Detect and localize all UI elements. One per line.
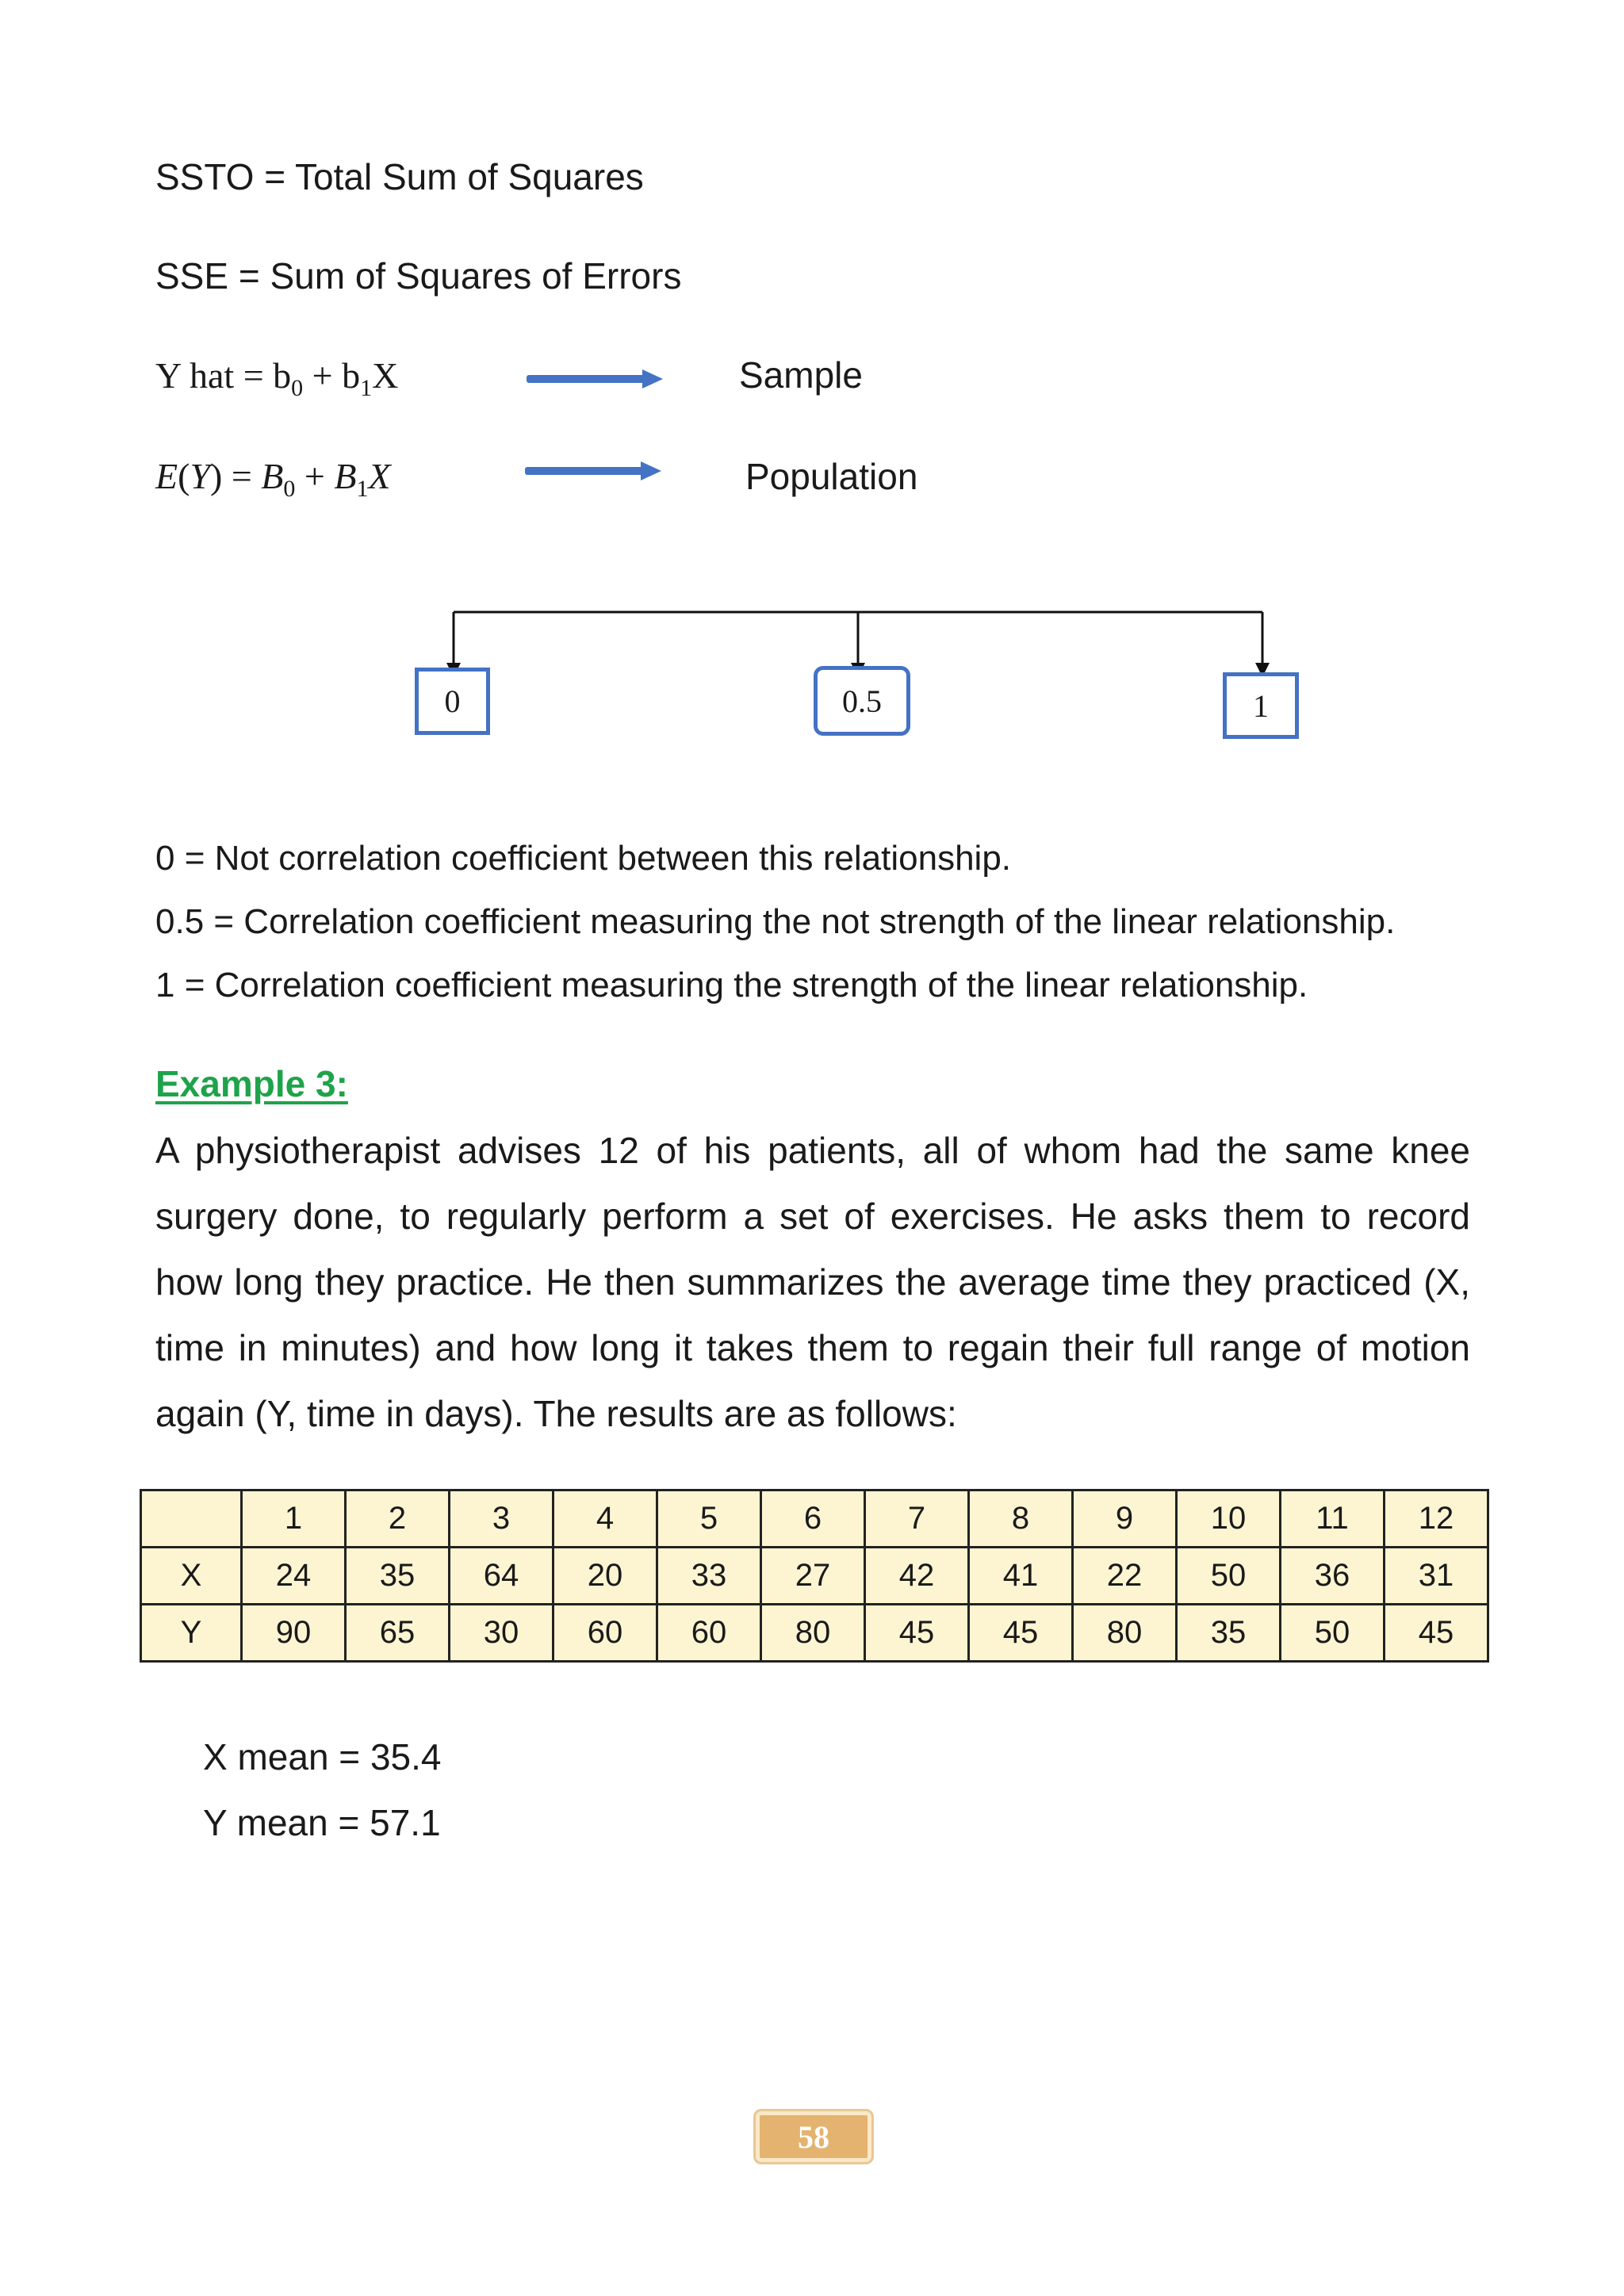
- table-cell: 65: [346, 1605, 450, 1662]
- population-arrow-icon: [522, 458, 665, 484]
- table-cell: 31: [1385, 1548, 1488, 1605]
- population-regression-equation: $E(Y) = B_0 + B_1X$: [155, 456, 391, 503]
- row-label-y: Y: [141, 1605, 242, 1662]
- table-cell: 50: [1281, 1605, 1385, 1662]
- column-header: 8: [969, 1490, 1073, 1548]
- note-half: 0.5 = Correlation coefficient measuring the not strength of the linear relationship.: [155, 902, 1396, 941]
- table-cell: 45: [865, 1605, 969, 1662]
- example-text: A physiotherapist advises 12 of his patients, all of whom had the same knee surgery done, to regularly perform a set of exercises. He asks them to record how long they practice. He then summarizes the average time they practiced (X, time in minutes) and how long it takes them to regain their full range of motion again (Y, time in days). The results are as follows:: [155, 1130, 1470, 1434]
- table-cell: 45: [969, 1605, 1073, 1662]
- ssto-definition: SSTO = Total Sum of Squares: [155, 156, 644, 197]
- column-header: 3: [450, 1490, 553, 1548]
- table-cell: 41: [969, 1548, 1073, 1605]
- table-cell: 64: [450, 1548, 553, 1605]
- table-header-row: [141, 1490, 1488, 1548]
- tree-node-zero: 0: [415, 668, 490, 735]
- page-number: 58: [753, 2109, 874, 2164]
- y-mean: Y mean = 57.1: [203, 1802, 441, 1843]
- table-row-y: [141, 1605, 1488, 1662]
- table-cell: 80: [1073, 1605, 1177, 1662]
- tree-node-one: 1: [1223, 672, 1299, 739]
- column-header: 2: [346, 1490, 450, 1548]
- data-table: [140, 1489, 1489, 1663]
- example-title: Example 3:: [155, 1063, 348, 1104]
- column-header: 7: [865, 1490, 969, 1548]
- table-cell: 33: [657, 1548, 761, 1605]
- table-cell: 35: [1177, 1605, 1281, 1662]
- sample-label: Sample: [739, 354, 863, 396]
- sample-regression-equation: Y hat = $b_0 + b_1X$: [155, 355, 399, 402]
- column-header: 12: [1385, 1490, 1488, 1548]
- table-corner-cell: [141, 1490, 242, 1548]
- column-header: 11: [1281, 1490, 1385, 1548]
- column-header: 6: [761, 1490, 865, 1548]
- table-row-x: [141, 1548, 1488, 1605]
- table-cell: 36: [1281, 1548, 1385, 1605]
- table-cell: 50: [1177, 1548, 1281, 1605]
- note-zero: 0 = Not correlation coefficient between this relationship.: [155, 839, 1012, 878]
- table-cell: 22: [1073, 1548, 1177, 1605]
- column-header: 4: [553, 1490, 657, 1548]
- sample-arrow-icon: [523, 366, 666, 392]
- table-cell: 27: [761, 1548, 865, 1605]
- table-cell: 60: [657, 1605, 761, 1662]
- sse-definition: SSE = Sum of Squares of Errors: [155, 255, 682, 297]
- note-one: 1 = Correlation coefficient measuring the strength of the linear relationship.: [155, 966, 1308, 1004]
- x-mean: X mean = 35.4: [203, 1736, 442, 1777]
- column-header: 10: [1177, 1490, 1281, 1548]
- table-cell: 20: [553, 1548, 657, 1605]
- example-paragraph: [155, 1118, 1470, 1447]
- table-cell: 35: [346, 1548, 450, 1605]
- table-cell: 30: [450, 1605, 553, 1662]
- tree-node-half: 0.5: [814, 666, 910, 736]
- means-block: [203, 1724, 441, 1856]
- table-cell: 24: [242, 1548, 346, 1605]
- column-header: 1: [242, 1490, 346, 1548]
- row-label-x: X: [141, 1548, 242, 1605]
- table-cell: 45: [1385, 1605, 1488, 1662]
- table-cell: 90: [242, 1605, 346, 1662]
- population-label: Population: [745, 456, 918, 497]
- correlation-notes: [155, 827, 1395, 1017]
- table-cell: 42: [865, 1548, 969, 1605]
- column-header: 5: [657, 1490, 761, 1548]
- table-cell: 80: [761, 1605, 865, 1662]
- column-header: 9: [1073, 1490, 1177, 1548]
- table-cell: 60: [553, 1605, 657, 1662]
